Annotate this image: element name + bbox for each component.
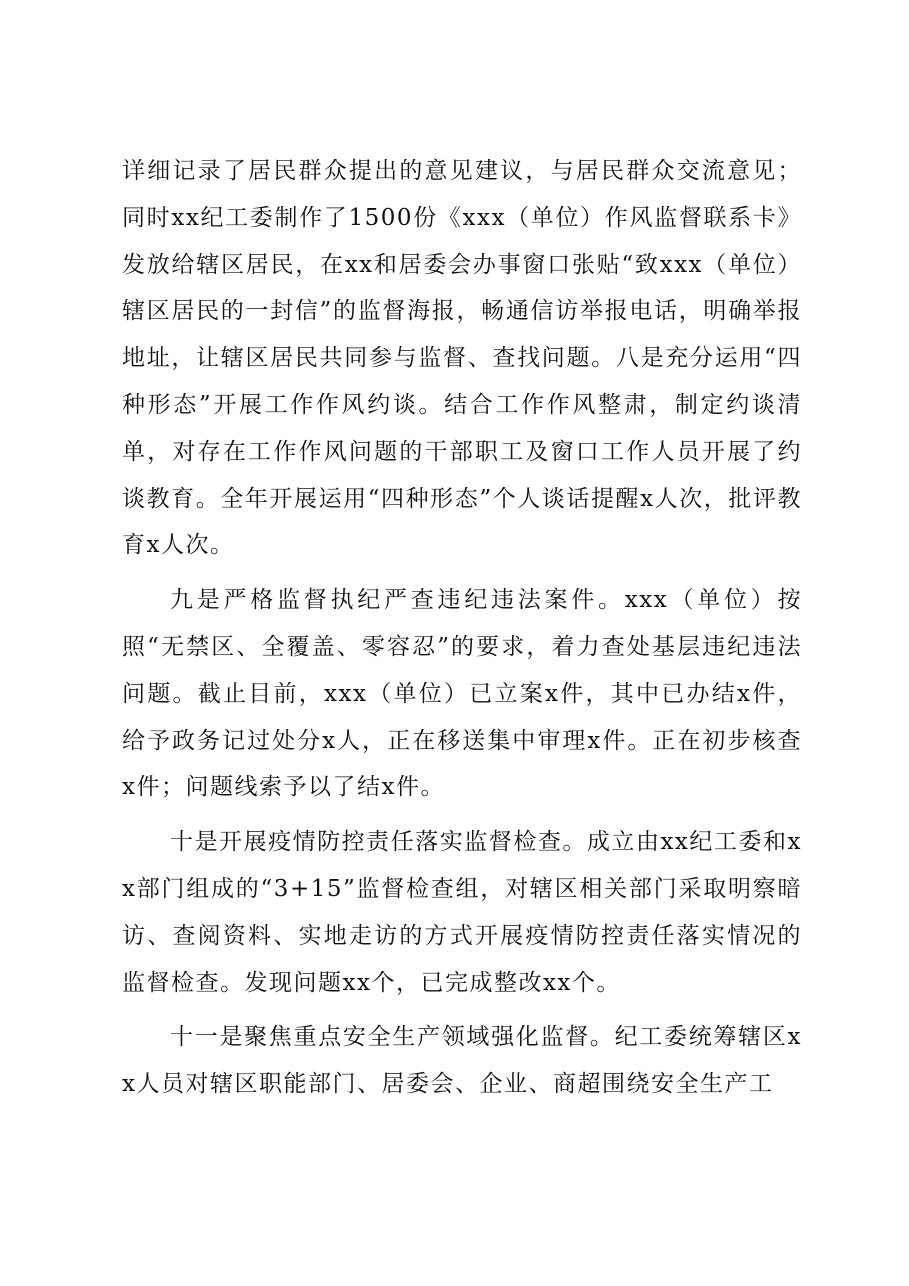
paragraph-item-nine: 九是严格监督执纪严查违纪违法案件。xxx（单位）按照“无禁区、全覆盖、零容忍”的要求，着力查处基层违纪违法问题。截止目前，xxx（单位）已立案x件，其中已办结x件，给予政务记过处分x人，正在移送集中审理x件。正在初步核查x件；问题线索予以了结x件。 [122,587,802,801]
paragraph-item-ten: 十是开展疫情防控责任落实监督检查。成立由xx纪工委和xx部门组成的“3+15”监督检查组，对辖区相关部门采取明察暗访、查阅资料、实地走访的方式开展疫情防控责任落实情况的监督检查。发现问题xx个，已完成整改xx个。 [122,829,802,996]
paragraph-item-eleven: 十一是聚焦重点安全生产领域强化监督。纪工委统筹辖区xx人员对辖区职能部门、居委会、企业、商超围绕安全生产工 [122,1024,802,1098]
document-body [122,148,802,1116]
paragraph-continued: 详细记录了居民群众提出的意见建议，与居民群众交流意见；同时xx纪工委制作了1500份《xxx（单位）作风监督联系卡》发放给辖区居民，在xx和居委会办事窗口张贴“致xxx（单位）辖区居民的一封信”的监督海报，畅通信访举报电话，明确举报地址，让辖区居民共同参与监督、查找问题。八是充分运用“四种形态”开展工作作风约谈。结合工作作风整肃，制定约谈清单，对存在工作作风问题的干部职工及窗口工作人员开展了约谈教育。全年开展运用“四种形态”个人谈话提醒x人次，批评教育x人次。 [122,158,802,559]
